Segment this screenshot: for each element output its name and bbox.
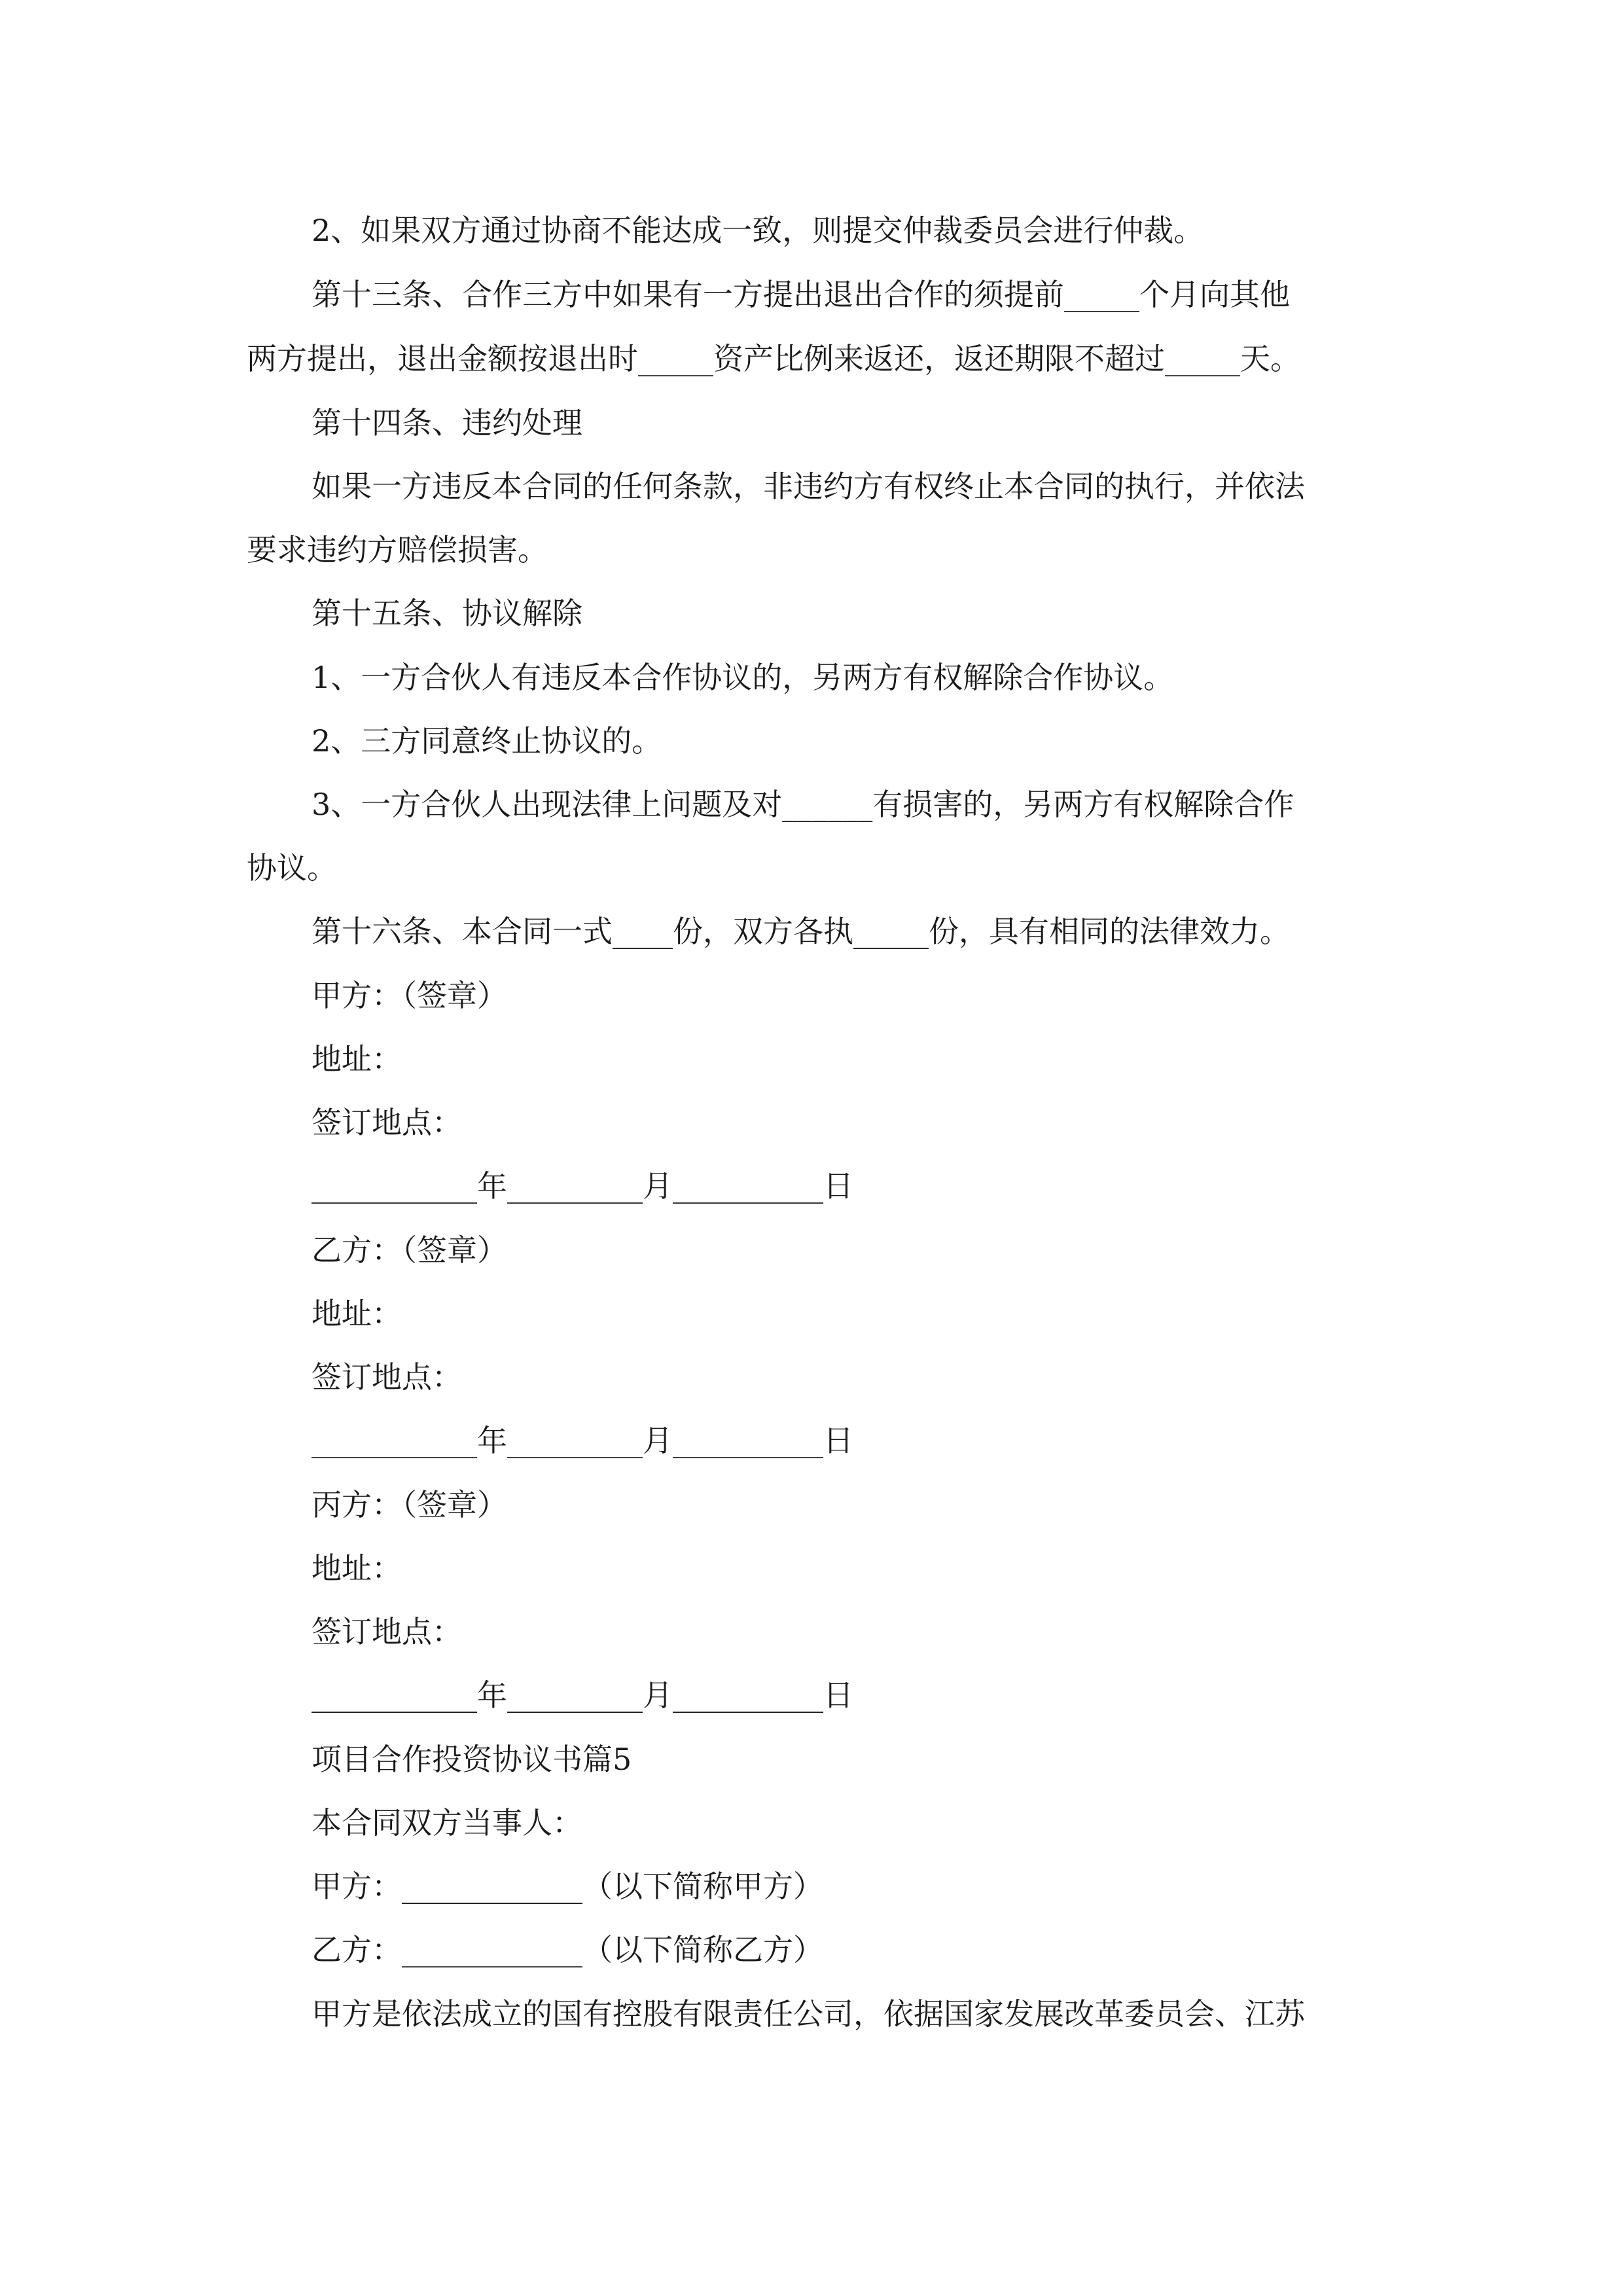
paragraph-line: 要求违约方赔偿损害。 bbox=[247, 532, 548, 567]
paragraph-line: 第十三条、合作三方中如果有一方提出退出合作的须提前_____个月向其他 bbox=[312, 277, 1290, 312]
paragraph-line: 两方提出，退出金额按退出时_____资产比例来返还，返还期限不超过_____天。 bbox=[247, 341, 1300, 376]
section-heading: 第十四条、违约处理 bbox=[312, 405, 582, 440]
paragraph-line: 1、一方合伙人有违反本合作协议的，另两方有权解除合作协议。 bbox=[312, 660, 1174, 695]
paragraph-line: 第十六条、本合同一式____份，双方各执_____份，具有相同的法律效力。 bbox=[312, 914, 1290, 949]
party-a-line: 甲方：____________（以下简称甲方） bbox=[312, 1869, 823, 1904]
party-a-date-line: ___________年_________月__________日 bbox=[312, 1168, 853, 1204]
party-a-address-label: 地址： bbox=[312, 1041, 402, 1077]
section-title: 项目合作投资协议书篇5 bbox=[312, 1742, 632, 1777]
paragraph-line: 2、如果双方通过协商不能达成一致，则提交仲裁委员会进行仲裁。 bbox=[312, 213, 1204, 248]
party-b-date-line: ___________年_________月__________日 bbox=[312, 1423, 853, 1458]
party-b-line: 乙方：____________（以下简称乙方） bbox=[312, 1932, 823, 1967]
party-b-signature-label: 乙方：（签章） bbox=[312, 1232, 507, 1268]
paragraph-line: 甲方是依法成立的国有控股有限责任公司，依据国家发展改革委员会、江苏 bbox=[312, 1996, 1305, 2032]
party-c-signature-label: 丙方：（签章） bbox=[312, 1487, 507, 1522]
paragraph-line: 2、三方同意终止协议的。 bbox=[312, 723, 662, 759]
section-heading: 第十五条、协议解除 bbox=[312, 596, 582, 631]
party-c-date-line: ___________年_________月__________日 bbox=[312, 1677, 853, 1713]
paragraph-line: 协议。 bbox=[247, 850, 337, 886]
party-a-signature-label: 甲方：（签章） bbox=[312, 978, 507, 1013]
party-c-place-label: 签订地点： bbox=[312, 1614, 462, 1649]
party-a-place-label: 签订地点： bbox=[312, 1105, 462, 1140]
party-b-place-label: 签订地点： bbox=[312, 1359, 462, 1395]
paragraph-line: 本合同双方当事人： bbox=[312, 1805, 582, 1840]
party-b-address-label: 地址： bbox=[312, 1296, 402, 1331]
paragraph-line: 3、一方合伙人出现法律上问题及对______有损害的，另两方有权解除合作 bbox=[312, 787, 1294, 822]
paragraph-line: 如果一方违反本合同的任何条款，非违约方有权终止本合同的执行，并依法 bbox=[312, 469, 1305, 504]
party-c-address-label: 地址： bbox=[312, 1551, 402, 1586]
